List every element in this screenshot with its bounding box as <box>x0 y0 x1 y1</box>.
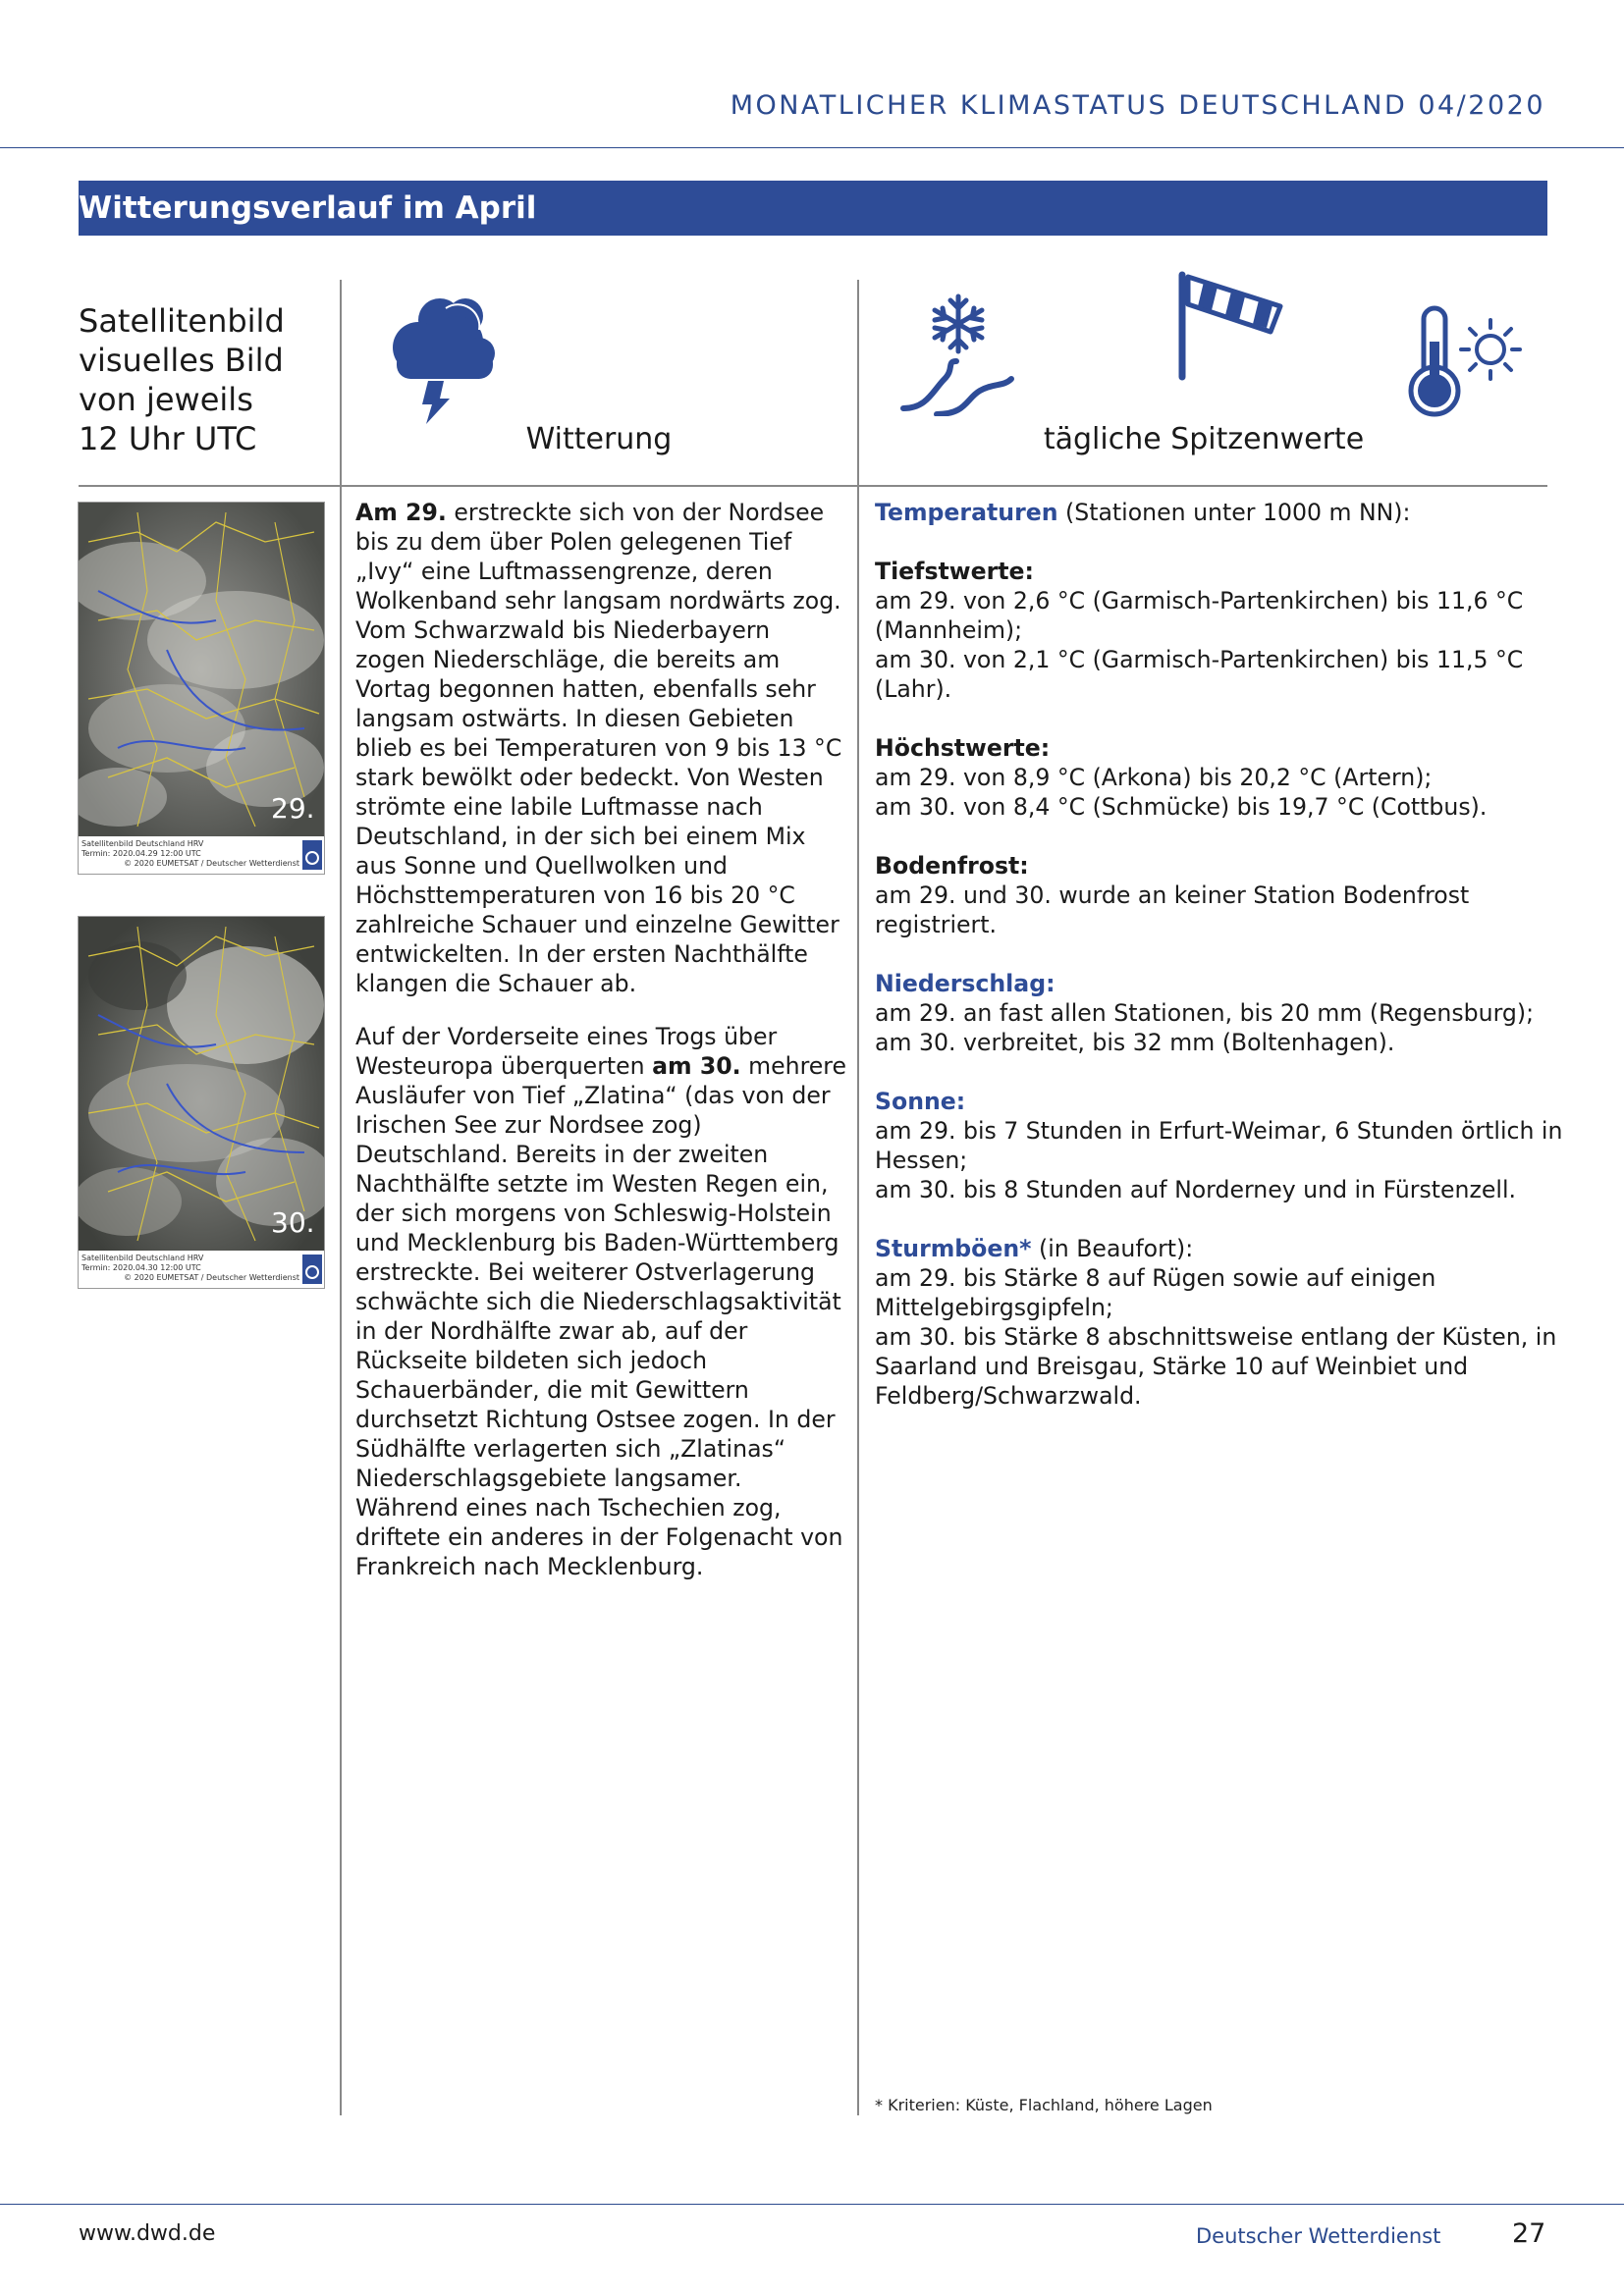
cloud-lightning-icon <box>389 291 497 426</box>
gust-note: (in Beaufort): <box>1031 1235 1194 1262</box>
satellite-image <box>78 502 325 875</box>
temperature-note: (Stationen unter 1000 m NN): <box>1057 499 1411 526</box>
value-line: am 30. von 8,4 °C (Schmücke) bis 19,7 °C (Cottbus). <box>875 793 1488 821</box>
page-number: 27 <box>1512 2218 1546 2249</box>
value-line: Feldberg/Schwarzwald. <box>875 1382 1142 1410</box>
value-line: (Lahr). <box>875 675 952 703</box>
paragraph-text: mehrere Ausläufer von Tief „Zlatina“ (das von der Irischen See zur Nordsee zog) Deutschland. Bereits in der zweiten Nachthälfte setzte im Westen Regen ein, der sich morgens von Schleswig-Holstein und Mecklenburg bis Baden-Württemberg erstreckte. Bei weiterer Ostverlagerung schwächte sich die Niederschlagsaktivität in der Nordhälfte zwar ab, auf der Rückseite bildeten sich jedoch Schauerbänder, die mit Gewittern durchsetzt Richtung Ostsee zogen. In der Südhälfte verlagerten sich „Zlatinas“ Niederschlagsgebiete langsamer. Während eines nach Tschechien zog, driftete ein anderes in der Folgenacht von Frankreich nach Mecklenburg. <box>355 1052 847 1580</box>
date-emphasis: Am 29. <box>355 499 447 526</box>
caption-line: Termin: 2020.04.29 12:00 UTC <box>81 849 201 858</box>
value-line: am 30. verbreitet, bis 32 mm (Boltenhagen). <box>875 1029 1395 1056</box>
paragraph-text: erstreckte sich von der Nordsee bis zu dem über Polen gelegenen Tief „Ivy“ eine Luftmassengrenze, deren Wolkenband sehr langsam nordwärts zog. Vom Schwarzwald bis Niederbayern zogen Niederschläge, die bereits am Vortag begonnen hatten, ebenfalls sehr langsam ostwärts. In diesen Gebieten blieb es bei Temperaturen von 9 bis 13 °C stark bewölkt oder bedeckt. Von Westen strömte eine labile Luftmasse nach Deutschland, in der sich bei einem Mix aus Sonne und Quellwolken und Höchsttemperaturen von 16 bis 20 °C zahlreiche Schauer und einzelne Gewitter entwickelten. In der ersten Nachthälfte klangen die Schauer ab. <box>355 499 842 997</box>
temperature-block <box>875 498 1543 527</box>
satellite-day-label: 30. <box>271 1206 315 1239</box>
snowflake-road-icon <box>897 293 1019 416</box>
satellite-caption <box>81 1254 299 1283</box>
header-rule <box>0 147 1624 148</box>
gust-label: Sturmböen* <box>875 1235 1032 1262</box>
section-title <box>79 190 536 226</box>
frost-label: Bodenfrost: <box>875 852 1029 880</box>
footnote: * Kriterien: Küste, Flachland, höhere Lagen <box>875 2096 1213 2114</box>
satellite-heading-line: 12 Uhr UTC <box>79 420 257 457</box>
windsock-icon <box>1174 271 1284 381</box>
caption-line: © 2020 EUMETSAT / Deutscher Wetterdienst <box>124 1273 299 1282</box>
value-line: am 29. bis 7 Stunden in Erfurt-Weimar, 6 Stunden örtlich in <box>875 1117 1563 1145</box>
weather-column-heading: Witterung <box>525 422 673 456</box>
min-block <box>875 557 1543 704</box>
frost-block <box>875 851 1543 939</box>
peak-values <box>875 498 1563 1440</box>
thermometer-sun-icon <box>1402 302 1524 418</box>
footer-url[interactable]: www.dwd.de <box>79 2221 216 2246</box>
satellite-heading-line: von jeweils <box>79 381 253 418</box>
value-line: am 29. von 8,9 °C (Arkona) bis 20,2 °C (Artern); <box>875 764 1433 791</box>
caption-line: Termin: 2020.04.30 12:00 UTC <box>81 1263 201 1272</box>
satellite-heading-line: visuelles Bild <box>79 342 284 379</box>
footer-rule <box>0 2204 1624 2205</box>
satellite-image <box>78 916 325 1289</box>
value-line: Mittelgebirgsgipfeln; <box>875 1294 1113 1321</box>
gust-block <box>875 1234 1557 1411</box>
value-line: am 29. von 2,6 °C (Garmisch-Partenkirchen) bis 11,6 °C <box>875 587 1524 614</box>
table-header-rule <box>79 485 1547 487</box>
precipitation-block <box>875 969 1543 1057</box>
peaks-column-heading: tägliche Spitzenwerte <box>1043 422 1365 456</box>
sun-label: Sonne: <box>875 1088 966 1115</box>
sun-block <box>875 1087 1563 1204</box>
caption-line: Satellitenbild Deutschland HRV <box>81 839 204 848</box>
value-line: am 30. bis 8 Stunden auf Norderney und in Fürstenzell. <box>875 1176 1517 1203</box>
value-line: (Mannheim); <box>875 616 1023 644</box>
value-line: registriert. <box>875 911 997 938</box>
value-line: am 29. und 30. wurde an keiner Station Bodenfrost <box>875 881 1470 909</box>
section-title-text: Witterungsverlauf im April <box>79 190 537 226</box>
value-line: am 29. an fast allen Stationen, bis 20 mm (Regensburg); <box>875 999 1535 1027</box>
document-header-title: MONATLICHER KLIMASTATUS DEUTSCHLAND 04/2020 <box>730 90 1545 121</box>
weather-narrative <box>355 498 846 1605</box>
caption-line: Satellitenbild Deutschland HRV <box>81 1254 204 1262</box>
value-line: Hessen; <box>875 1147 968 1174</box>
paragraph-text: Auf der Vorderseite eines Trogs über Westeuropa überquerten <box>355 1023 778 1080</box>
weather-paragraph-30 <box>355 1022 846 1581</box>
min-label: Tiefstwerte: <box>875 558 1034 585</box>
temperature-label: Temperaturen <box>875 499 1058 526</box>
value-line: Saarland und Breisgau, Stärke 10 auf Weinbiet und <box>875 1353 1469 1380</box>
column-divider-1 <box>340 280 342 2115</box>
weather-paragraph-29 <box>355 498 846 998</box>
satellite-day-label: 29. <box>271 792 315 825</box>
precipitation-label: Niederschlag: <box>875 970 1056 997</box>
value-line: am 29. bis Stärke 8 auf Rügen sowie auf einigen <box>875 1264 1436 1292</box>
max-block <box>875 733 1543 822</box>
satellite-heading-line: Satellitenbild <box>79 302 285 340</box>
value-line: am 30. bis Stärke 8 abschnittsweise entlang der Küsten, in <box>875 1323 1557 1351</box>
caption-line: © 2020 EUMETSAT / Deutscher Wetterdienst <box>124 859 299 868</box>
value-line: am 30. von 2,1 °C (Garmisch-Partenkirchen) bis 11,5 °C <box>875 646 1524 673</box>
column-divider-2 <box>857 280 859 2115</box>
max-label: Höchstwerte: <box>875 734 1051 762</box>
satellite-caption <box>81 839 299 869</box>
footer-organization: Deutscher Wetterdienst <box>1196 2224 1441 2248</box>
date-emphasis: am 30. <box>652 1052 741 1080</box>
